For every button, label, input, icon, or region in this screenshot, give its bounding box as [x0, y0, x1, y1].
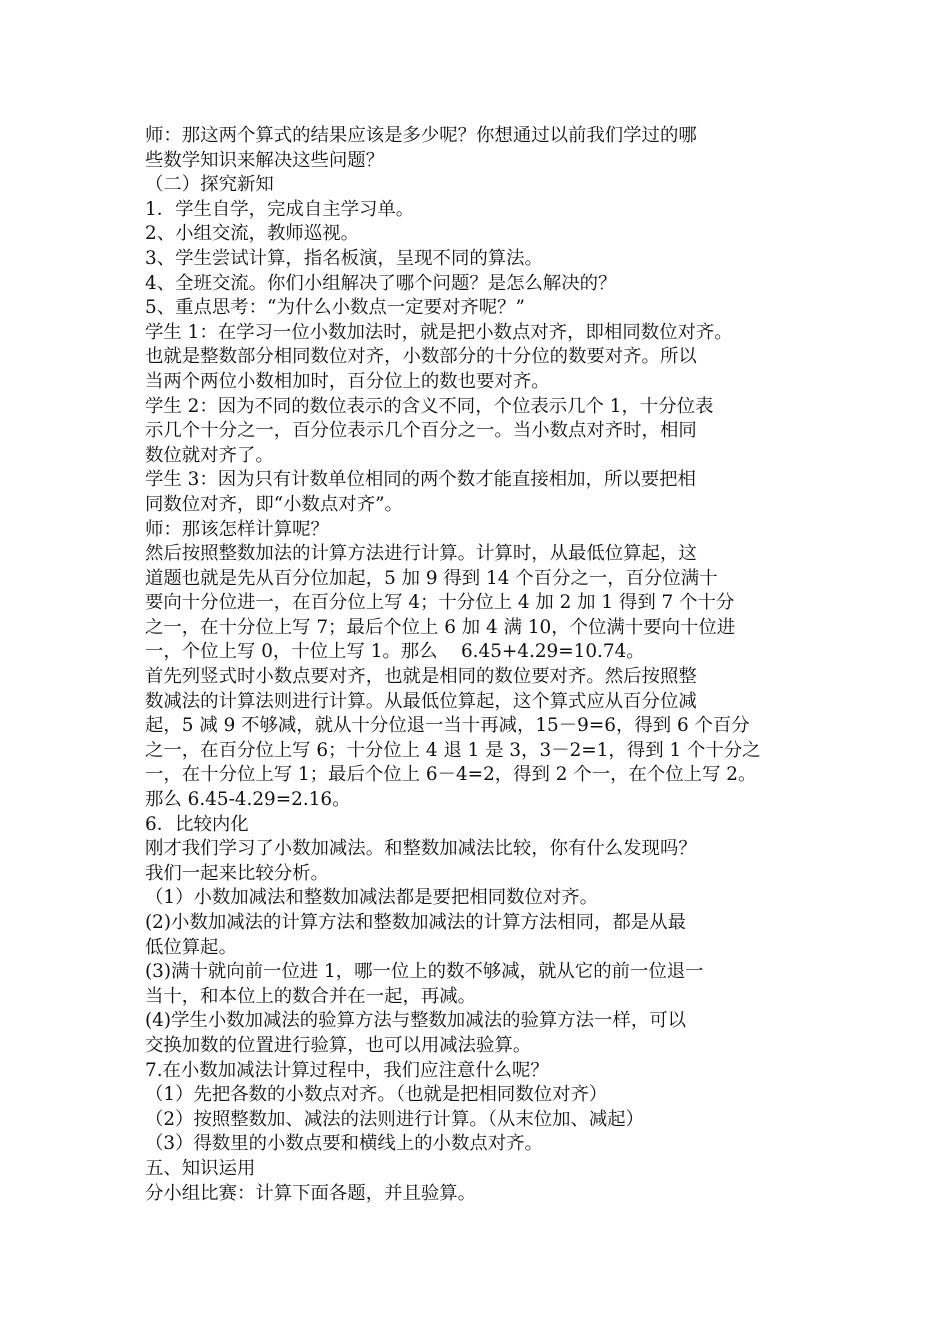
- text-line: 起，5 减 9 不够减，就从十分位退一当十再减，15－9=6，得到 6 个百分: [145, 715, 750, 737]
- paragraph: [145, 911, 815, 960]
- paragraph: [145, 837, 815, 886]
- text-line: 然后按照整数加法的计算方法进行计算。计算时，从最低位算起，这: [145, 543, 697, 565]
- text-line: 当两个两位小数相加时，百分位上的数也要对齐。: [145, 370, 550, 392]
- paragraph: [145, 321, 815, 395]
- text-line: 之一，在十分位上写 7；最后个位上 6 加 4 满 10，个位满十要向十位进: [145, 616, 736, 638]
- text-line: （1）先把各数的小数点对齐。（也就是把相同数位对齐）: [145, 1084, 608, 1106]
- paragraph: [145, 1157, 815, 1182]
- text-line: 要向十分位进一，在百分位上写 4；十分位上 4 加 2 加 1 得到 7 个十分: [145, 592, 735, 614]
- text-line: 学生 3：因为只有计数单位相同的两个数才能直接相加，所以要把相: [145, 469, 696, 491]
- text-line: 道题也就是先从百分位加起，5 加 9 得到 14 个百分之一，百分位满十: [145, 567, 718, 589]
- text-line: 7.在小数加减法计算过程中，我们应注意什么呢？: [145, 1059, 549, 1081]
- paragraph: [145, 173, 815, 198]
- text-line: (3)满十就向前一位进 1，哪一位上的数不够减，就从它的前一位退一: [145, 961, 704, 983]
- paragraph: [145, 960, 815, 1009]
- text-line: 数位就对齐了。: [145, 444, 274, 466]
- text-line: 示几个十分之一，百分位表示几个百分之一。当小数点对齐时，相同: [145, 420, 697, 442]
- paragraph: [145, 1108, 815, 1133]
- paragraph: [145, 1009, 815, 1058]
- text-line: 1．学生自学，完成自主学习单。: [145, 198, 415, 220]
- paragraph: [145, 395, 815, 469]
- paragraph: [145, 665, 815, 813]
- text-line: 分小组比赛：计算下面各题，并且验算。: [145, 1182, 477, 1204]
- text-line: 首先列竖式时小数点要对齐，也就是相同的数位要对齐。然后按照整: [145, 666, 697, 688]
- text-line: (2)小数加减法的计算方法和整数加减法的计算方法相同，都是从最: [145, 912, 686, 933]
- paragraph: [145, 296, 815, 321]
- text-line: 师：那这两个算式的结果应该是多少呢？你想通过以前我们学过的哪: [145, 125, 697, 146]
- paragraph: [145, 813, 815, 838]
- paragraph: [145, 468, 815, 517]
- paragraph: [145, 124, 815, 173]
- text-line: 3、学生尝试计算，指名板演，呈现不同的算法。: [145, 247, 543, 269]
- paragraph: [145, 1132, 815, 1157]
- text-line: 4、全班交流。你们小组解决了哪个问题？是怎么解决的？: [145, 272, 617, 294]
- text-line: (4)学生小数加减法的验算方法与整数加减法的验算方法一样，可以: [145, 1010, 686, 1032]
- text-line: （二）探究新知: [145, 174, 274, 196]
- paragraph: [145, 1182, 815, 1207]
- text-line: （3）得数里的小数点要和横线上的小数点对齐。: [145, 1133, 543, 1155]
- text-line: 低位算起。: [145, 936, 237, 958]
- text-line: 交换加数的位置进行验算，也可以用减法验算。: [145, 1034, 532, 1056]
- paragraph: [145, 247, 815, 272]
- text-line: 也就是整数部分相同数位对齐，小数部分的十分位的数要对齐。所以: [145, 346, 697, 368]
- paragraph: [145, 198, 815, 223]
- paragraph: [145, 1083, 815, 1108]
- text-line: 一，在十分位上写 1；最后个位上 6－4=2，得到 2 个一，在个位上写 2。: [145, 764, 757, 786]
- paragraph: [145, 886, 815, 911]
- text-line: （1）小数加减法和整数加减法都是要把相同数位对齐。: [145, 887, 599, 909]
- paragraph: [145, 272, 815, 297]
- text-line: 那么 6.45-4.29=2.16。: [145, 789, 351, 811]
- text-line: 五、知识运用: [145, 1157, 256, 1179]
- text-line: 5、重点思考：“为什么小数点一定要对齐呢？”: [145, 297, 525, 319]
- text-line: 一，个位上写 0，十位上写 1。那么 6.45+4.29=10.74。: [145, 641, 645, 663]
- text-line: （2）按照整数加、减法的法则进行计算。（从末位加、减起）: [145, 1108, 645, 1130]
- text-line: 些数学知识来解决这些问题？: [145, 149, 385, 171]
- paragraph: [145, 542, 815, 665]
- text-line: 当十，和本位上的数合并在一起，再减。: [145, 985, 477, 1007]
- text-line: 数减法的计算法则进行计算。从最低位算起，这个算式应从百分位减: [145, 690, 697, 712]
- text-line: 我们一起来比较分析。: [145, 862, 329, 884]
- text-line: 2、小组交流，教师巡视。: [145, 223, 359, 245]
- text-line: 刚才我们学习了小数加减法。和整数加减法比较，你有什么发现吗？: [145, 838, 697, 860]
- paragraph: [145, 1059, 815, 1084]
- text-line: 之一，在百分位上写 6；十分位上 4 退 1 是 3，3－2=1，得到 1 个十分之: [145, 739, 761, 761]
- paragraph: [145, 222, 815, 247]
- paragraph: [145, 518, 815, 543]
- text-line: 师：那该怎样计算呢？: [145, 518, 329, 540]
- document-page: [145, 124, 815, 1206]
- text-line: 学生 1：在学习一位小数加法时，就是把小数点对齐，即相同数位对齐。: [145, 321, 733, 343]
- text-line: 6．比较内化: [145, 813, 249, 835]
- text-line: 同数位对齐，即“小数点对齐”。: [145, 493, 403, 515]
- text-line: 学生 2：因为不同的数位表示的含义不同，个位表示几个 1，十分位表: [145, 395, 714, 417]
